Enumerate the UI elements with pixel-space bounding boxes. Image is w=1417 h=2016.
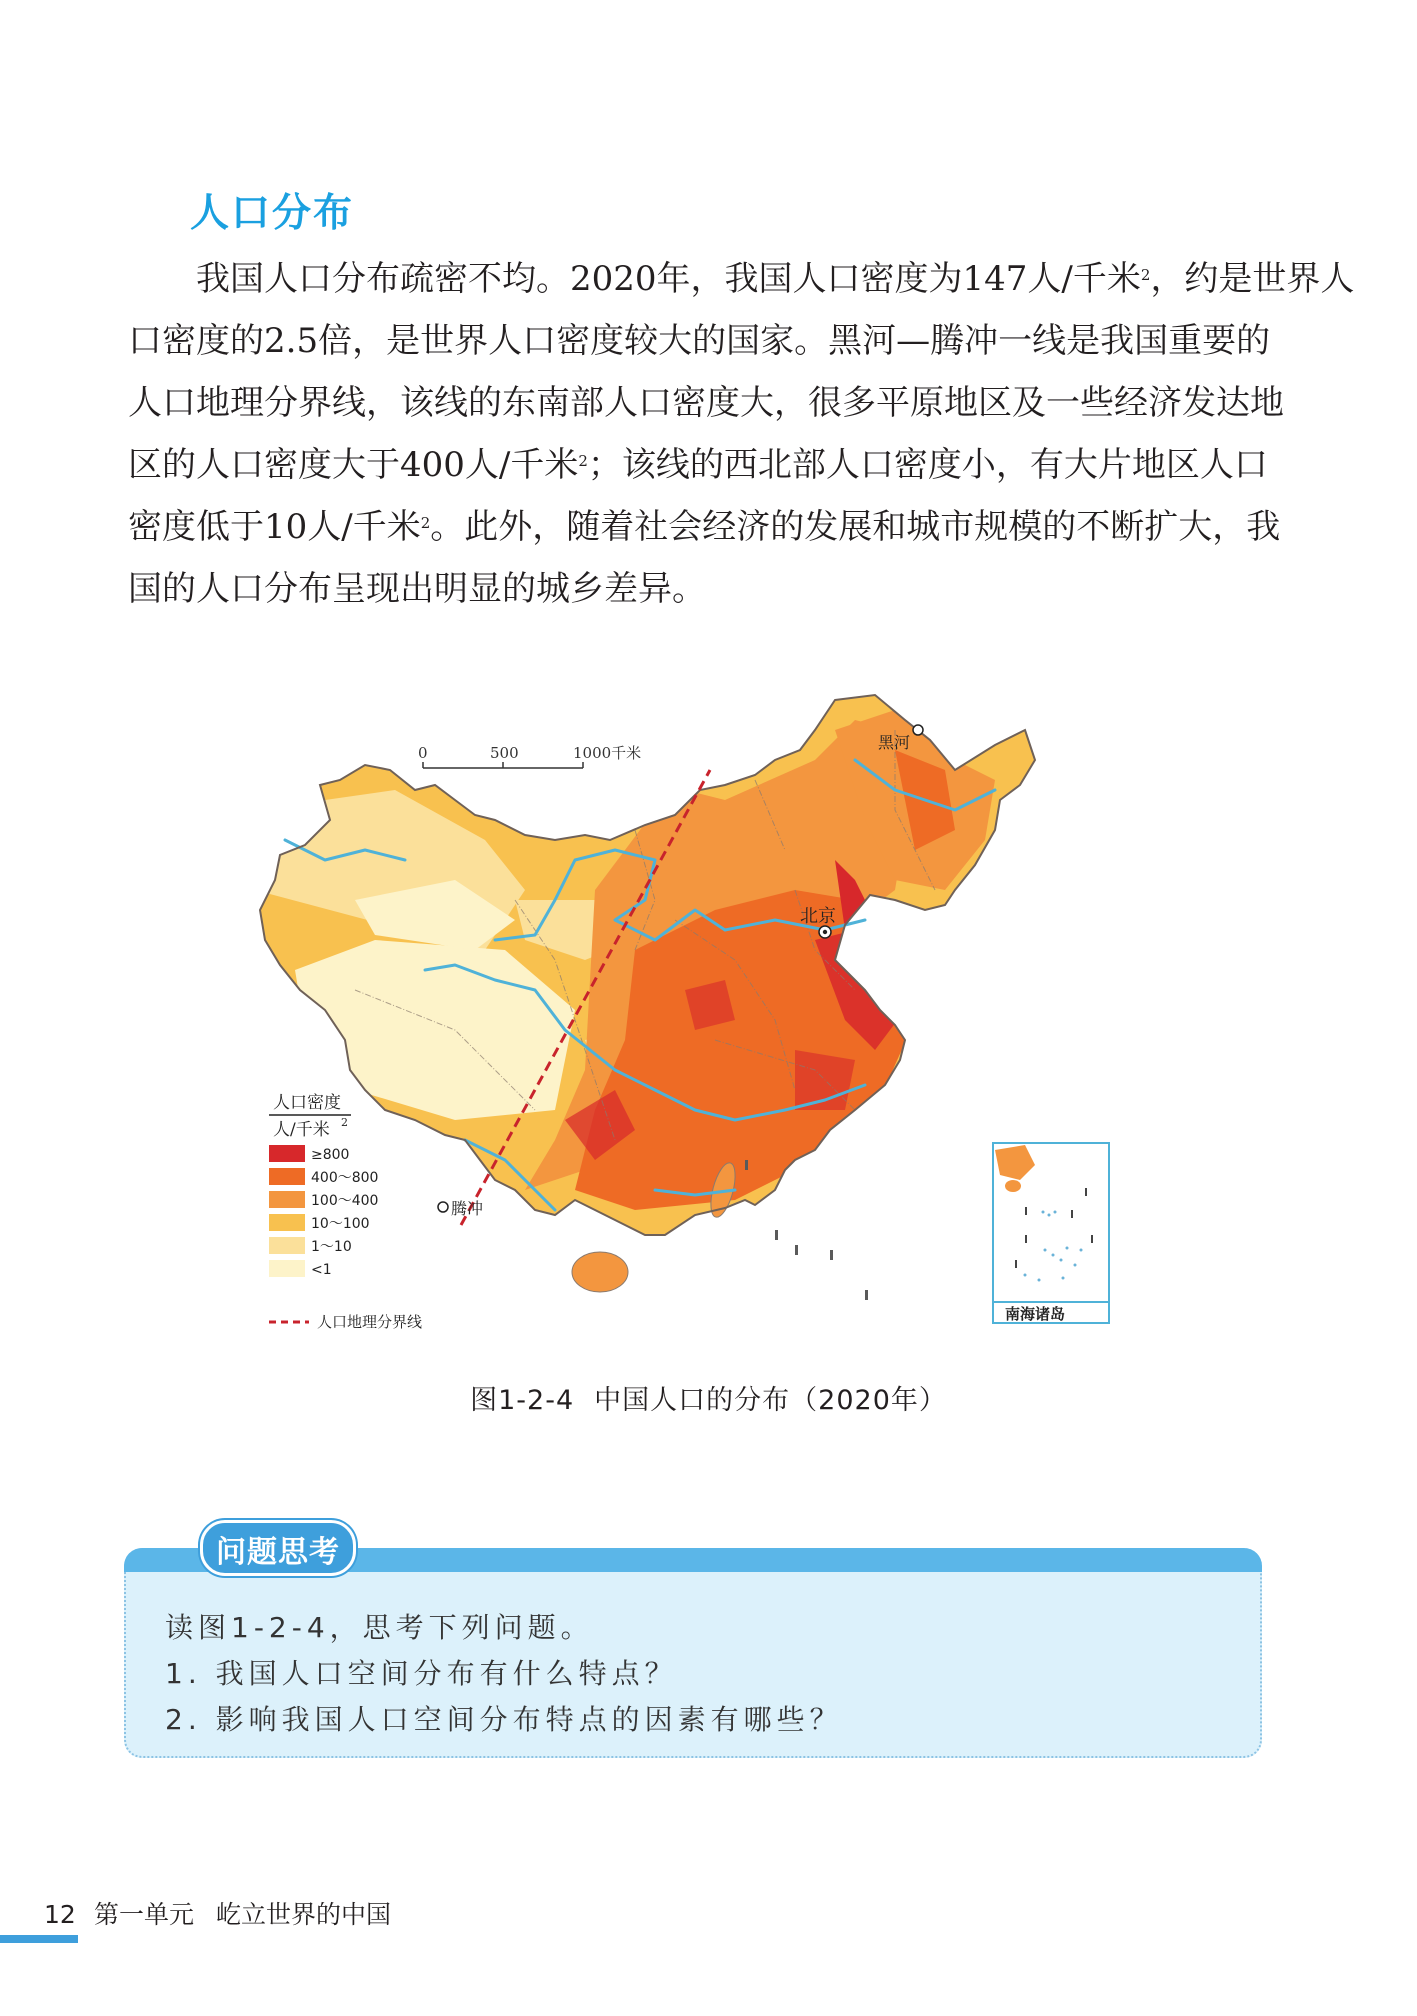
figure-title: 中国人口的分布（2020年） — [594, 1385, 947, 1416]
paragraph-line: 我国人口分布疏密不均。2020年，我国人口密度为147人/千米$^2$，约是世界人 — [196, 259, 1355, 299]
legend-swatch — [269, 1145, 305, 1162]
figure-caption — [0, 1378, 1417, 1417]
heihe-label: 黑河 — [878, 733, 911, 752]
legend-swatch — [269, 1237, 305, 1254]
page-footer — [44, 1895, 391, 1931]
legend-swatch — [269, 1214, 305, 1231]
legend-unit-sup: 2 — [341, 1116, 348, 1129]
think-tab — [200, 1520, 356, 1576]
paragraph-line: 区的人口密度大于400人/千米$^2$；该线的西北部人口密度小，有大片地区人口 — [128, 445, 1268, 485]
figure-number: 图1-2-4 — [470, 1385, 575, 1416]
think-intro: 读图1-2-4，思考下列问题。 — [165, 1611, 594, 1644]
paragraph-line: 口密度的2.5倍，是世界人口密度较大的国家。黑河—腾冲一线是我国重要的 — [128, 321, 1271, 361]
population-density-map — [255, 690, 1135, 1335]
section-title: 人口分布 — [190, 191, 355, 236]
inset-label: 南海诸岛 — [1005, 1305, 1066, 1323]
page-number: 12 — [44, 1900, 76, 1929]
think-tab-label: 问题思考 — [216, 1535, 340, 1570]
tengchong-label: 腾冲 — [451, 1199, 484, 1218]
body-paragraph — [128, 248, 1355, 620]
legend-item-label: 1～10 — [311, 1239, 352, 1255]
think-question-1: 1. 我国人口空间分布有什么特点？ — [165, 1657, 678, 1690]
footer-accent-bar — [0, 1935, 78, 1943]
legend-swatch — [269, 1191, 305, 1208]
legend-swatch — [269, 1260, 305, 1277]
scale-label-0: 0 — [418, 744, 428, 762]
think-question-2: 2. 影响我国人口空间分布特点的因素有哪些？ — [165, 1703, 843, 1736]
legend-unit: 人/千米 — [273, 1120, 330, 1140]
legend-item-label: <1 — [311, 1262, 332, 1278]
unit-label: 第一单元 — [94, 1900, 195, 1929]
paragraph-line: 国的人口分布呈现出明显的城乡差异。 — [128, 569, 706, 609]
south-china-sea-inset — [993, 1143, 1109, 1323]
think-content — [165, 1605, 843, 1743]
legend-item-label: ≥800 — [311, 1147, 350, 1163]
legend-swatch — [269, 1168, 305, 1185]
beijing-label: 北京 — [800, 906, 836, 927]
legend-title: 人口密度 — [273, 1093, 341, 1113]
legend-item-label: 400～800 — [311, 1170, 379, 1186]
legend-boundary-label: 人口地理分界线 — [317, 1313, 423, 1331]
unit-title: 屹立世界的中国 — [216, 1900, 392, 1929]
legend-item-label: 100～400 — [311, 1193, 379, 1209]
legend-item-label: 10～100 — [311, 1216, 370, 1232]
paragraph-line: 人口地理分界线，该线的东南部人口密度大，很多平原地区及一些经济发达地 — [128, 383, 1284, 423]
hainan — [572, 1252, 628, 1292]
paragraph-line: 密度低于10人/千米$^2$。此外，随着社会经济的发展和城市规模的不断扩大，我 — [128, 507, 1281, 547]
scale-label-1000: 1000千米 — [573, 744, 642, 762]
scale-label-500: 500 — [490, 744, 519, 762]
